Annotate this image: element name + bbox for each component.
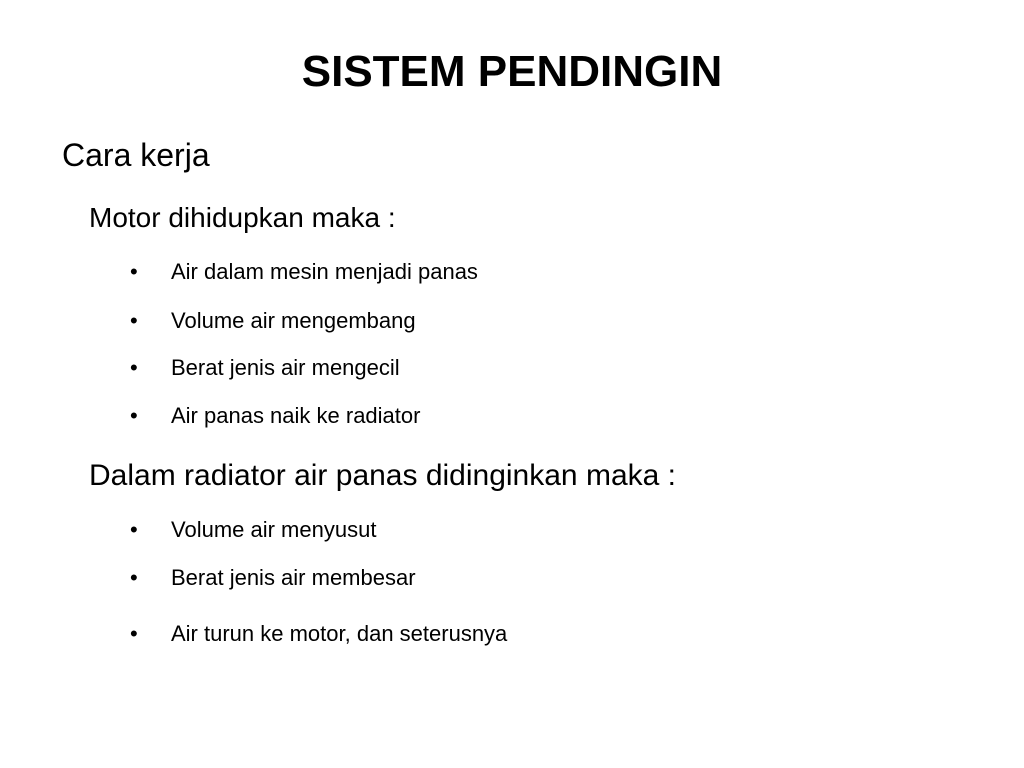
slide-title: SISTEM PENDINGIN <box>301 47 723 96</box>
bullet-icon: • <box>130 355 138 380</box>
bullet-icon: • <box>130 621 138 646</box>
bullet-text: Air turun ke motor, dan seterusnya <box>171 621 508 646</box>
bullet-text: Air dalam mesin menjadi panas <box>171 259 478 284</box>
bullet-icon: • <box>130 517 138 542</box>
section-heading: Cara kerja <box>62 137 210 173</box>
bullet-icon: • <box>130 565 138 590</box>
bullet-text: Berat jenis air mengecil <box>171 355 400 380</box>
section-intro-motor-start: Motor dihidupkan maka : <box>89 202 396 233</box>
bullet-text: Volume air menyusut <box>171 517 377 542</box>
section-intro-radiator: Dalam radiator air panas didinginkan maka : <box>89 459 676 492</box>
bullet-icon: • <box>130 308 138 333</box>
bullet-text: Volume air mengembang <box>171 308 416 333</box>
bullet-text: Air panas naik ke radiator <box>171 403 421 428</box>
bullet-icon: • <box>130 259 138 284</box>
bullet-text: Berat jenis air membesar <box>171 565 416 590</box>
bullet-icon: • <box>130 403 138 428</box>
